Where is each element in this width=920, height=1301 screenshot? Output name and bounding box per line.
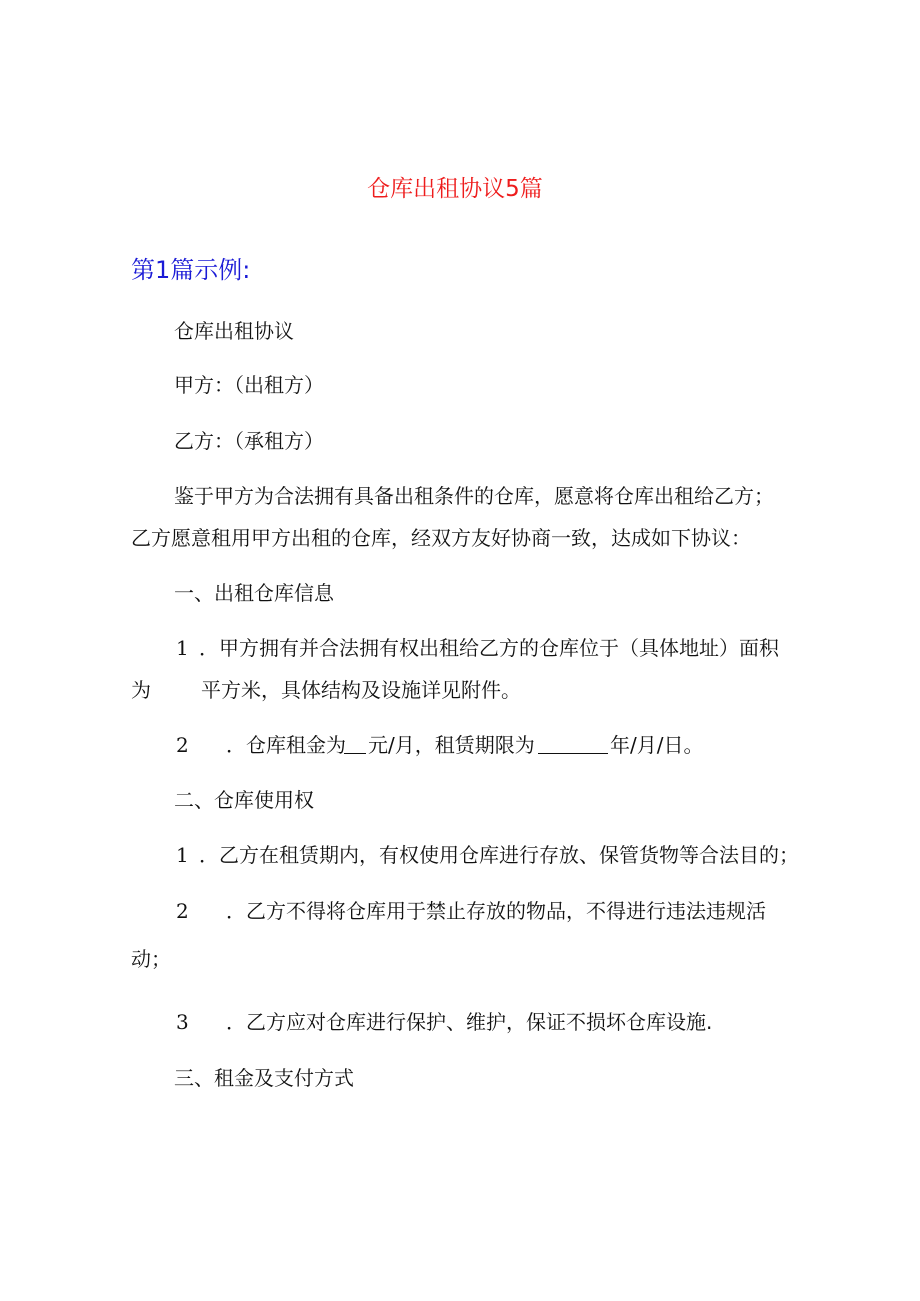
party-b-line: 乙方：（承租方） <box>174 429 324 453</box>
clause-text-prefix: 为 <box>131 678 151 702</box>
clause-text: ．甲方拥有并合法拥有权出租给乙方的仓库位于（具体地址）面积 <box>199 636 779 660</box>
clause-number: 3 <box>176 1010 189 1034</box>
section-heading: 一、出租仓库信息 <box>174 581 334 605</box>
document-title: 仓库出租协议5篇 <box>367 176 543 202</box>
clause-text: 年/月/日。 <box>610 733 704 757</box>
party-a-line: 甲方：（出租方） <box>174 373 324 397</box>
preamble-line-1: 鉴于甲方为合法拥有具备出租条件的仓库，愿意将仓库出租给乙方； <box>174 484 774 508</box>
clause-text: ．乙方不得将仓库用于禁止存放的物品，不得进行违法违规活 <box>226 899 766 923</box>
clause-text: ．乙方应对仓库进行保护、维护，保证不损坏仓库设施. <box>226 1010 713 1034</box>
clause-number: 2 <box>176 733 189 757</box>
clause-text: ．乙方在租赁期内，有权使用仓库进行存放、保管货物等合法目的； <box>199 843 799 867</box>
clause-number: 1 <box>176 843 189 867</box>
clause-number: 2 <box>176 899 189 923</box>
section-heading: 二、仓库使用权 <box>174 788 314 812</box>
clause-text: 动； <box>131 947 171 971</box>
agreement-title: 仓库出租协议 <box>174 319 294 343</box>
blank-line-rent <box>344 735 366 754</box>
clause-text: 平方米，具体结构及设施详见附件。 <box>201 678 521 702</box>
example-heading: 第1篇示例: <box>131 256 251 284</box>
preamble-line-2: 乙方愿意租用甲方出租的仓库，经双方友好协商一致，达成如下协议： <box>131 526 751 550</box>
section-heading: 三、租金及支付方式 <box>174 1066 354 1090</box>
blank-line-term <box>538 735 608 754</box>
clause-number: 1 <box>176 636 189 660</box>
clause-text: 元/月，租赁期限为 <box>368 733 535 757</box>
clause-text: ．仓库租金为 <box>226 733 346 757</box>
